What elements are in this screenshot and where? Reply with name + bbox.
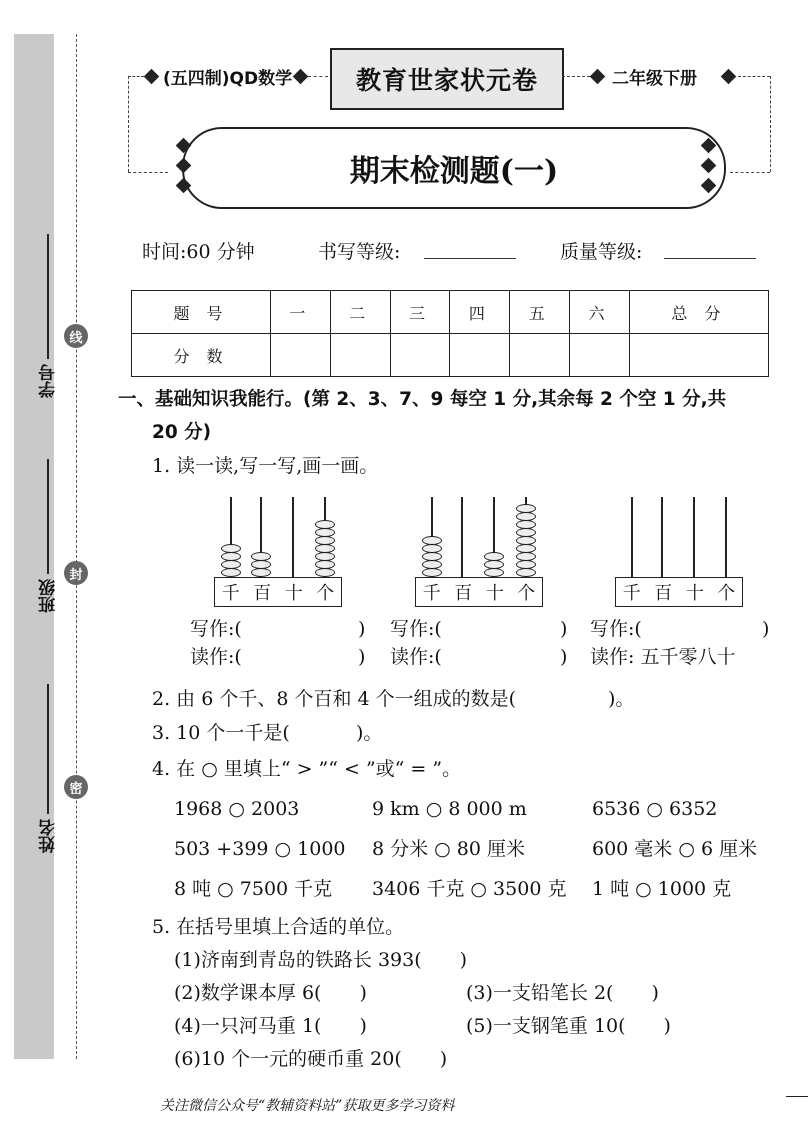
cut-line xyxy=(76,34,77,1059)
quality-grade-label: 质量等级: xyxy=(560,241,643,263)
abacus-bead xyxy=(516,536,536,545)
student-id-label: 学号 xyxy=(39,364,59,398)
place-label: 十 xyxy=(284,583,303,604)
write-close-2[interactable]: ) xyxy=(560,618,568,640)
score-blank[interactable] xyxy=(390,334,450,377)
section-heading-cont: 20 分) xyxy=(152,422,212,443)
abacus-bead xyxy=(516,560,536,569)
abacus-bead xyxy=(422,560,442,569)
score-blank[interactable] xyxy=(330,334,390,377)
abacus-bead xyxy=(516,544,536,553)
abacus-bead xyxy=(315,560,335,569)
table-cell: 六 xyxy=(570,291,630,334)
seal-mark-line: 线 xyxy=(64,324,88,348)
abacus-rod xyxy=(661,497,663,577)
score-table xyxy=(131,290,769,377)
compare-item[interactable]: 503 +399 ○ 1000 xyxy=(174,838,346,860)
score-blank[interactable] xyxy=(629,334,768,377)
score-blank[interactable] xyxy=(570,334,630,377)
student-id-line xyxy=(47,234,49,359)
abacus-bead xyxy=(516,568,536,577)
abacus-place-labels xyxy=(615,577,743,607)
write-label-1: 写作:( xyxy=(190,618,242,640)
abacus-bead xyxy=(484,568,504,577)
page-edge-mark xyxy=(786,1096,808,1097)
unit-item-6[interactable]: (6)10 个一元的硬币重 20( ) xyxy=(174,1048,448,1070)
table-cell: 三 xyxy=(390,291,450,334)
binding-strip xyxy=(14,34,59,1059)
table-cell: 分 数 xyxy=(132,334,271,377)
question-2-blank[interactable]: )。 xyxy=(608,688,635,710)
abacus-bead xyxy=(484,560,504,569)
place-label: 个 xyxy=(316,583,335,604)
abacus-bead xyxy=(484,552,504,561)
question-5: 5. 在括号里填上合适的单位。 xyxy=(152,916,405,938)
abacus-2 xyxy=(415,495,543,607)
writing-grade-blank[interactable] xyxy=(424,258,516,259)
score-blank[interactable] xyxy=(450,334,510,377)
name-line xyxy=(47,684,49,814)
read-label-1: 读作:( xyxy=(190,646,242,668)
abacus-bead xyxy=(516,520,536,529)
class-label: 班级 xyxy=(39,579,59,613)
place-label: 十 xyxy=(685,583,704,604)
abacus-bead xyxy=(221,544,241,553)
place-label: 十 xyxy=(485,583,504,604)
abacus-bead xyxy=(422,544,442,553)
score-blank[interactable] xyxy=(270,334,330,377)
place-label: 百 xyxy=(454,583,473,604)
abacus-bead xyxy=(315,552,335,561)
seal-mark-secret: 密 xyxy=(64,775,88,799)
place-label: 百 xyxy=(654,583,673,604)
abacus-bead xyxy=(315,568,335,577)
abacus-bead xyxy=(516,504,536,513)
question-2: 2. 由 6 个千、8 个百和 4 个一组成的数是( xyxy=(152,688,517,710)
score-table-score-row xyxy=(132,334,769,377)
abacus-bead xyxy=(251,552,271,561)
compare-item[interactable]: 6536 ○ 6352 xyxy=(592,798,718,820)
abacus-bead xyxy=(315,528,335,537)
abacus-rod xyxy=(461,497,463,577)
table-cell: 一 xyxy=(270,291,330,334)
abacus-bead xyxy=(315,536,335,545)
compare-item[interactable]: 9 km ○ 8 000 m xyxy=(372,798,527,820)
section-heading: 一、基础知识我能行。(第 2、3、7、9 每空 1 分,其余每 2 个空 1 分,共 xyxy=(118,389,727,410)
abacus-rod xyxy=(292,497,294,577)
table-cell: 四 xyxy=(450,291,510,334)
abacus-bead xyxy=(315,544,335,553)
footer-note: 关注微信公众号“教辅资料站”获取更多学习资料 xyxy=(160,1098,455,1114)
write-label-3: 写作:( xyxy=(590,618,642,640)
abacus-place-labels xyxy=(415,577,543,607)
unit-item-3[interactable]: (3)一支铅笔长 2( ) xyxy=(466,982,659,1004)
place-label: 个 xyxy=(517,583,536,604)
abacus-bead xyxy=(251,568,271,577)
brand-title: 教育世家状元卷 xyxy=(330,48,564,110)
abacus-bead xyxy=(516,552,536,561)
table-cell: 五 xyxy=(510,291,570,334)
write-close-3[interactable]: ) xyxy=(762,618,770,640)
abacus-bead xyxy=(422,568,442,577)
compare-item[interactable]: 600 毫米 ○ 6 厘米 xyxy=(592,838,758,860)
place-label: 千 xyxy=(221,583,240,604)
abacus-rod xyxy=(693,497,695,577)
question-3: 3. 10 个一千是( xyxy=(152,722,290,744)
place-label: 百 xyxy=(253,583,272,604)
compare-item[interactable]: 1 吨 ○ 1000 克 xyxy=(592,878,732,900)
write-label-2: 写作:( xyxy=(390,618,442,640)
question-1: 1. 读一读,写一写,画一画。 xyxy=(152,455,379,477)
exam-time: 时间:60 分钟 xyxy=(142,241,255,263)
unit-item-4[interactable]: (4)一只河马重 1( ) xyxy=(174,1015,367,1037)
abacus-place-labels xyxy=(214,577,342,607)
abacus-bead xyxy=(422,552,442,561)
read-label-2: 读作:( xyxy=(390,646,442,668)
table-cell: 二 xyxy=(330,291,390,334)
seal-mark-seal: 封 xyxy=(64,561,88,585)
unit-item-1[interactable]: (1)济南到青岛的铁路长 393( ) xyxy=(174,949,468,971)
writing-grade-label: 书写等级: xyxy=(318,241,401,263)
abacus-bead xyxy=(516,528,536,537)
abacus-bead xyxy=(251,560,271,569)
table-cell: 题 号 xyxy=(132,291,271,334)
abacus-bead xyxy=(422,536,442,545)
write-close-1[interactable]: ) xyxy=(358,618,366,640)
class-line xyxy=(47,459,49,574)
unit-item-2[interactable]: (2)数学课本厚 6( ) xyxy=(174,982,367,1004)
place-label: 个 xyxy=(717,583,736,604)
abacus-3[interactable] xyxy=(615,495,743,607)
abacus-bead xyxy=(315,520,335,529)
compare-item[interactable]: 8 吨 ○ 7500 千克 xyxy=(174,878,333,900)
question-3-blank[interactable]: )。 xyxy=(356,722,383,744)
abacus-bead xyxy=(221,568,241,577)
place-label: 千 xyxy=(422,583,441,604)
read-close-2[interactable]: ) xyxy=(560,646,568,668)
score-blank[interactable] xyxy=(510,334,570,377)
quality-grade-blank[interactable] xyxy=(664,258,756,259)
grade-tag: 二年级下册 xyxy=(612,69,697,89)
compare-item[interactable]: 3406 千克 ○ 3500 克 xyxy=(372,878,567,900)
abacus-bead xyxy=(221,552,241,561)
place-label: 千 xyxy=(622,583,641,604)
abacus-1 xyxy=(214,495,342,607)
compare-item[interactable]: 8 分米 ○ 80 厘米 xyxy=(372,838,526,860)
subject-tag: (五四制)QD数学 xyxy=(163,69,293,89)
score-table-header-row xyxy=(132,291,769,334)
name-label: 姓名 xyxy=(39,819,59,853)
unit-item-5[interactable]: (5)一支钢笔重 10( ) xyxy=(466,1015,671,1037)
table-cell: 总 分 xyxy=(629,291,768,334)
abacus-bead xyxy=(516,512,536,521)
read-answer-3: 读作: 五千零八十 xyxy=(590,646,736,668)
abacus-bead xyxy=(221,560,241,569)
question-4: 4. 在 ○ 里填上“ > ”“ < ”或“ = ”。 xyxy=(152,758,462,780)
compare-item[interactable]: 1968 ○ 2003 xyxy=(174,798,300,820)
abacus-rod xyxy=(725,497,727,577)
read-close-1[interactable]: ) xyxy=(358,646,366,668)
abacus-rod xyxy=(631,497,633,577)
exam-title: 期末检测题(一) xyxy=(182,127,726,209)
